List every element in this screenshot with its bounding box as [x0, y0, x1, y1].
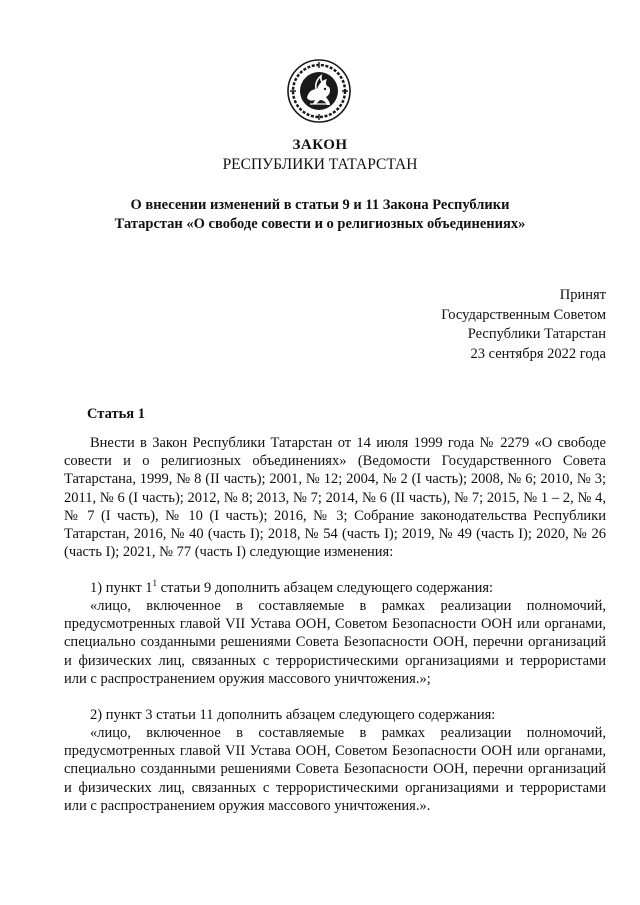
item-2-intro: 2) пункт 3 статьи 11 дополнить абзацем следующего содержания:	[90, 707, 496, 723]
law-title-block	[0, 136, 640, 174]
article-intro-paragraph	[64, 434, 606, 561]
document-title-line-1: О внесении изменений в статьи 9 и 11 Закона Республики	[130, 197, 510, 213]
item-1-suffix: статьи 9 дополнить абзацем следующего содержания:	[157, 580, 494, 596]
law-heading: ЗАКОН	[292, 137, 348, 153]
item-1-prefix: 1) пункт 1	[90, 580, 153, 596]
item-2-quote	[64, 724, 606, 815]
article-heading: Статья 1	[87, 406, 145, 422]
item-1-quote	[64, 597, 606, 688]
document-title-line-2: Татарстан «О свободе совести и о религиозных объединениях»	[114, 216, 526, 232]
item-1-superscript: 1	[152, 578, 158, 588]
adoption-date: 23 сентября 2022 года	[470, 345, 606, 362]
adoption-line-1: Принят	[559, 287, 606, 303]
item-1-intro	[90, 579, 493, 597]
adoption-block	[441, 286, 606, 364]
adoption-line-2: Государственным Советом	[441, 306, 606, 323]
adoption-line-3: Республики Татарстан	[467, 326, 606, 342]
article-intro-text: Внести в Закон Республики Татарстан от 14 июля 1999 года № 2279 «О свободе совести и о религиозных объединениях» (Ведомости Государственного Совета Татарстана, 1999, № 8 (II часть); 2001, № 12; 2004, № 2 (I часть); 2008, № 6; 2010, № 3; 2011, № 6 (I часть); 2012, № 8; 2013, № 7; 2014, № 6 (II часть), № 7; 2015, № 1 – 2, № 4, № 7 (I часть), № 10 (I часть); 2016, № 3; Собрание законодательства Республики Татарстан, 2016, № 40 (часть I); 2018, № 54 (часть I); 2019, № 49 (часть I); 2020, № 26 (часть I); 2021, № 77 (часть I) следующие изменения:	[64, 435, 606, 561]
tatarstan-coat-of-arms-icon	[286, 58, 352, 124]
law-subject: РЕСПУБЛИКИ ТАТАРСТАН	[222, 156, 418, 173]
document-title	[0, 196, 640, 234]
item-2-text: «лицо, включенное в составляемые в рамках реализации полномочий, предусмотренных главой VII Устава ООН, Советом Безопасности ООН или органами, специально созданными решениями Совета Безопасности ООН, перечни организаций и физических лиц, связанных с террористическими организациями и террористами или с распространением оружия массового уничтожения.».	[64, 725, 606, 814]
item-1-text: «лицо, включенное в составляемые в рамках реализации полномочий, предусмотренных главой VII Устава ООН, Советом Безопасности ООН или органами, специально созданными решениями Совета Безопасности ООН, перечни организаций и физических лиц, связанных с террористическими организациями и террористами или с распространением оружия массового уничтожения.»;	[64, 598, 606, 687]
